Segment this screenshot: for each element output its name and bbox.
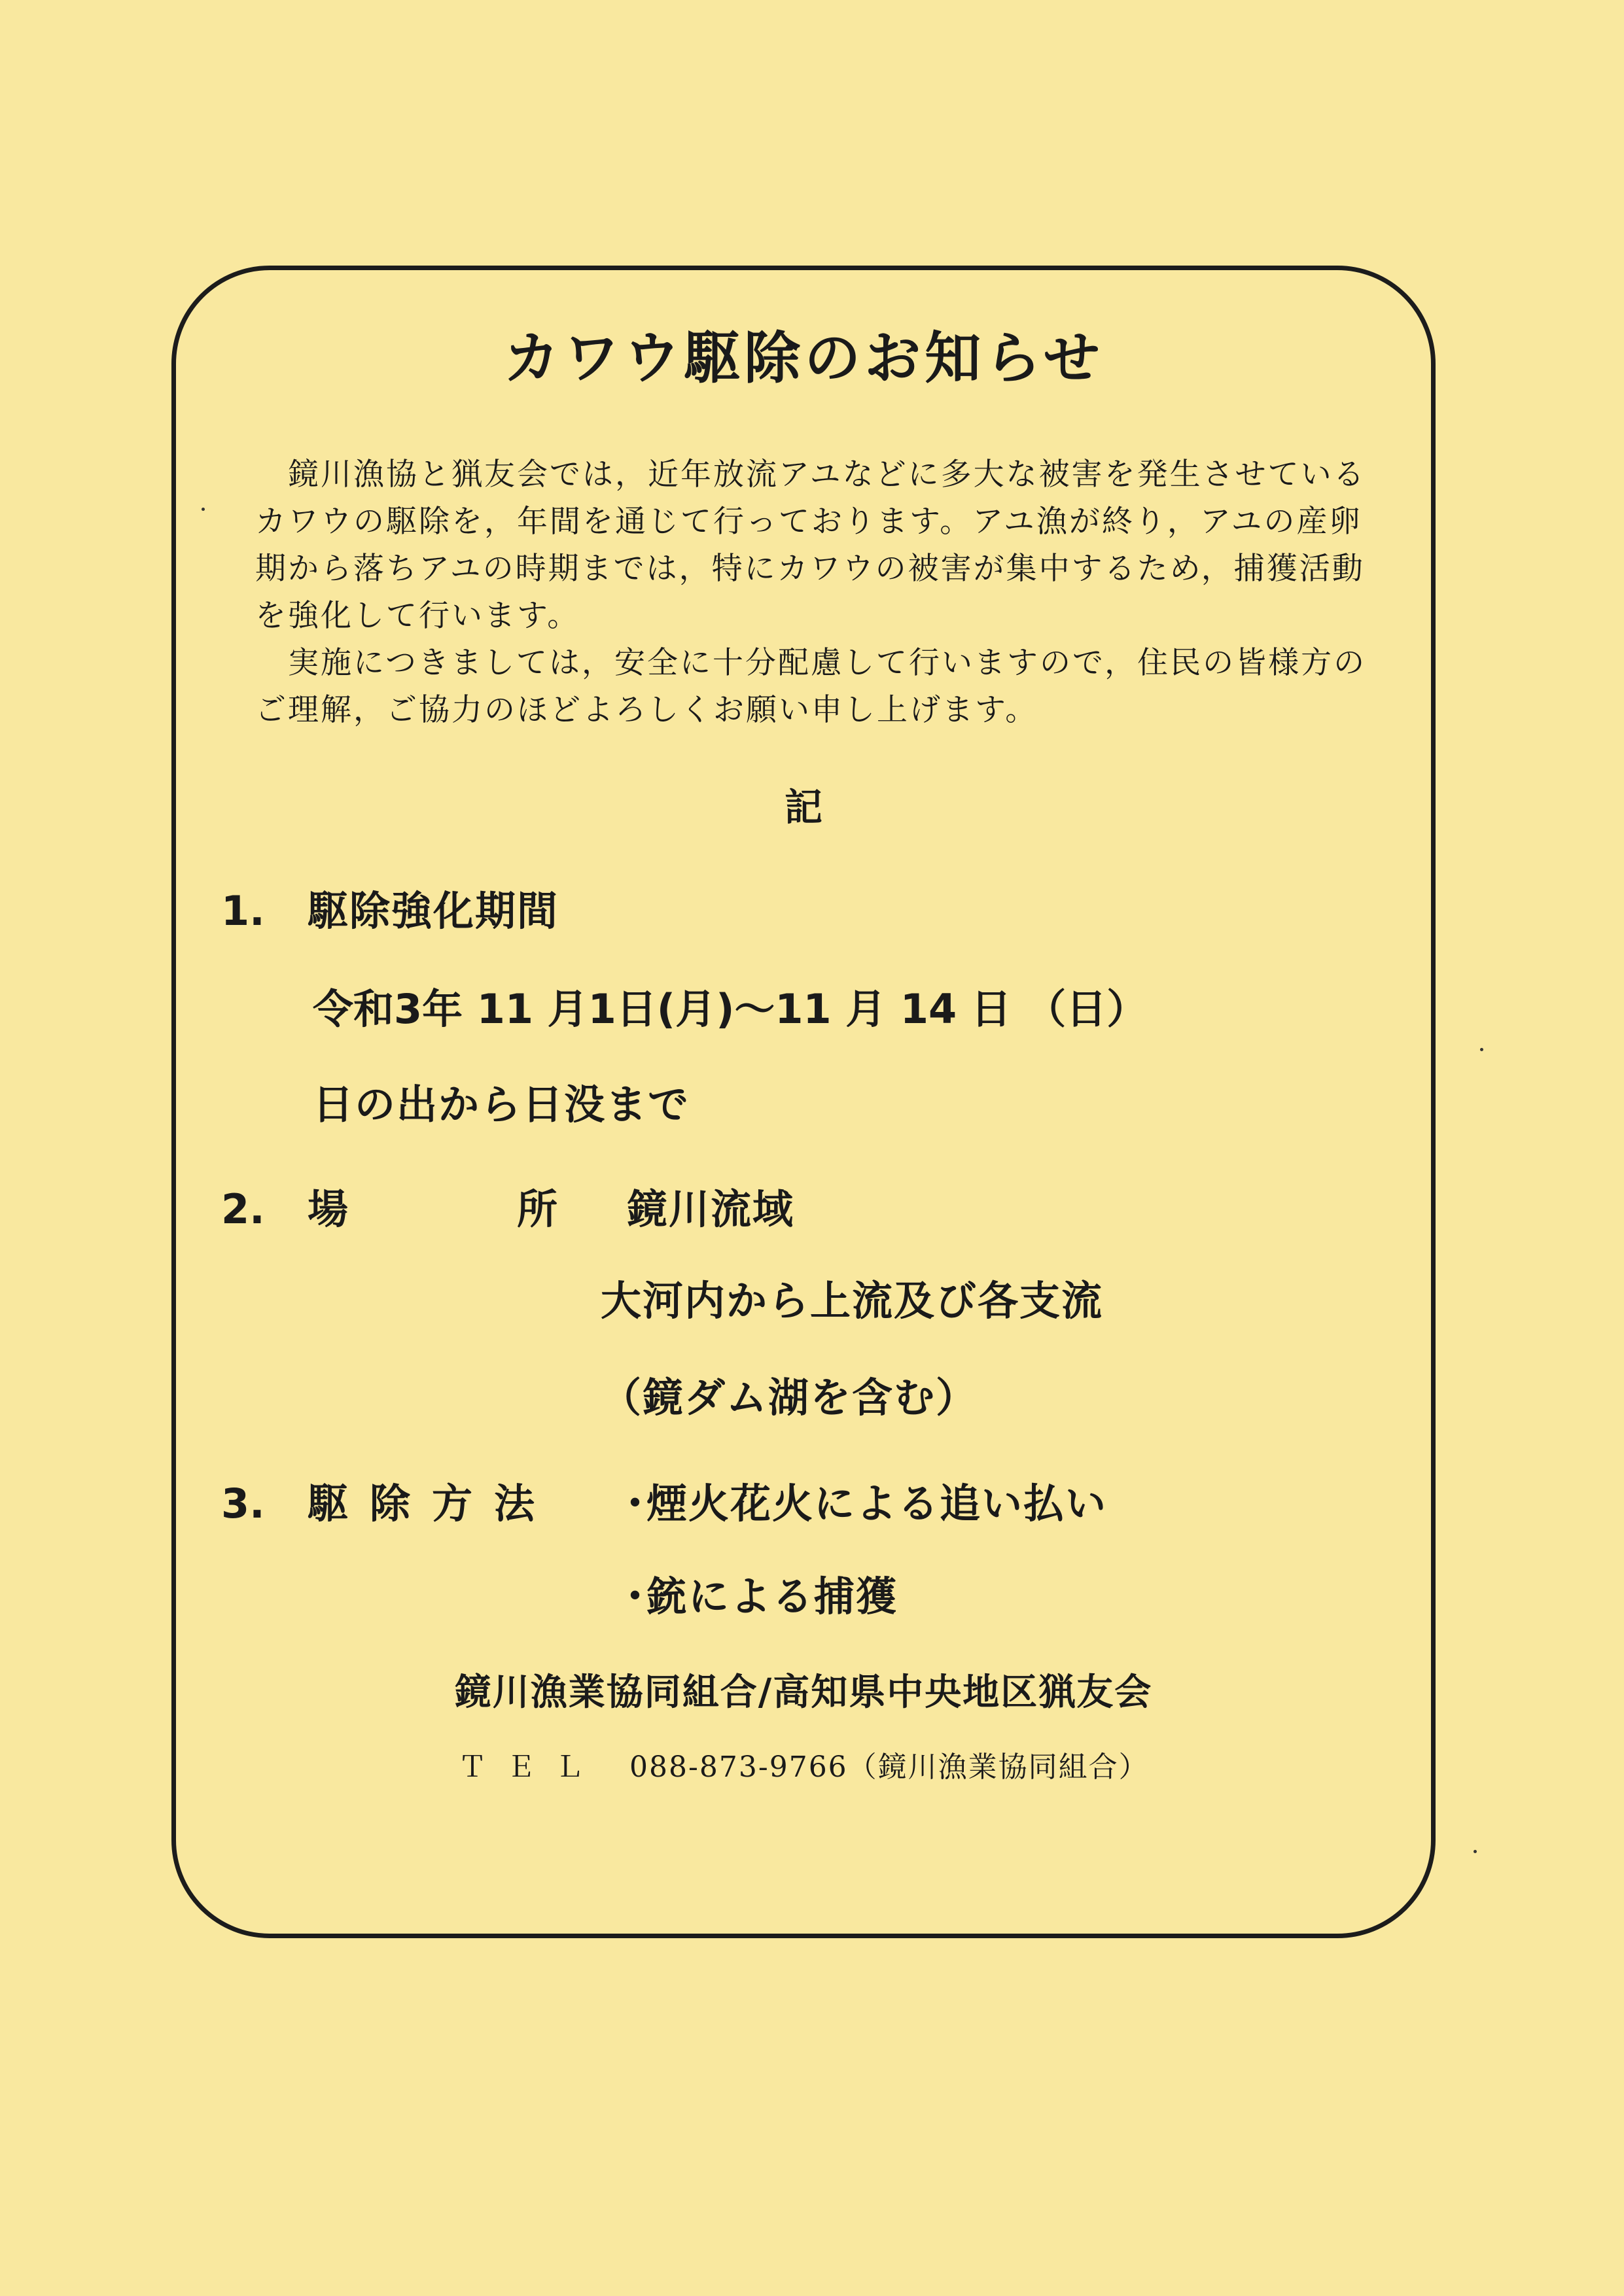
notice-body	[255, 451, 1390, 734]
item3-label-char-1: 駆	[308, 1480, 350, 1527]
item2-number: 2.	[221, 1185, 265, 1233]
item1-number: 1.	[221, 887, 265, 935]
item1-hours: 日の出から日没まで	[313, 1081, 690, 1128]
body-paragraph-2: 実施につきましては，安全に十分配慮して行いますので，住民の皆様方のご理解，ご協力のほどよろしくお願い申し上げます。	[255, 645, 1367, 728]
tel-value: 088-873-9766（鏡川漁業協同組合）	[629, 1750, 1149, 1784]
tel-line	[458, 1750, 1149, 1784]
item2-area-detail: 大河内から上流及び各支流	[601, 1277, 1104, 1325]
organization-name: 鏡川漁業協同組合/高知県中央地区猟友会	[454, 1671, 1153, 1714]
item2-label-b: 所	[517, 1185, 559, 1233]
item2-area-note: （鏡ダム湖を含む）	[601, 1374, 978, 1421]
item2-area: 鏡川流域	[627, 1185, 795, 1233]
item3-label-char-4: 法	[494, 1480, 537, 1527]
item3-label-char-2: 除	[370, 1480, 412, 1527]
item3-method-2: ･銃による捕獲	[625, 1573, 898, 1620]
item1-period: 令和3年 11 月1日(月)～11 月 14 日 （日）	[313, 985, 1148, 1033]
notice-title: カワウ駆除のお知らせ	[503, 326, 1104, 391]
item3-number: 3.	[221, 1480, 265, 1527]
tel-label: ＴＥＬ	[458, 1750, 603, 1784]
item3-label-char-3: 方	[432, 1480, 474, 1527]
speck-mark	[1480, 1048, 1483, 1051]
ki-heading: 記	[784, 785, 822, 829]
body-paragraph-1: 鏡川漁協と猟友会では，近年放流アユなどに多大な被害を発生させているカワウの駆除を，年間を通じて行っております。アユ漁が終り，アユの産卵期から落ちアユの時期までは，特にカワウの被害が集中するため，捕獲活動を強化して行います。	[255, 457, 1366, 634]
item3-method-1: ･煙火花火による追い払い	[625, 1480, 1108, 1527]
item1-label: 駆除強化期間	[308, 887, 559, 935]
speck-mark	[202, 508, 205, 511]
speck-mark	[1474, 1850, 1477, 1853]
item2-label-a: 場	[308, 1185, 350, 1233]
